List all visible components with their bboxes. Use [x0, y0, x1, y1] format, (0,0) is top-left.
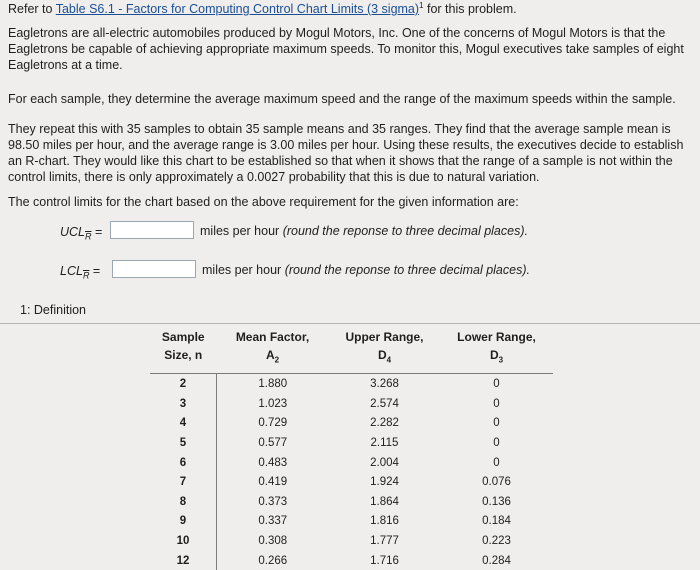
- cell-n: 6: [150, 453, 217, 473]
- cell-n: 2: [150, 374, 217, 394]
- cell-n: 12: [150, 551, 217, 570]
- cell-n: 5: [150, 433, 217, 453]
- cell-a2: 0.308: [258, 534, 288, 547]
- table-row: [150, 551, 553, 570]
- ucl-answer-input[interactable]: [110, 221, 194, 239]
- cell-a2: 0.373: [258, 495, 288, 508]
- lcl-label: $LCL_{\overline{R}}$ =: [60, 264, 101, 281]
- lcl-answer-input[interactable]: [112, 260, 196, 278]
- cell-a2: 0.419: [258, 476, 288, 489]
- table-row: [150, 512, 553, 532]
- question-text: The control limits for the chart based on the above requirement for the given information are:: [8, 195, 519, 209]
- table-header-row: [150, 325, 553, 374]
- ucl-label: $UCL_{\overline{R}}$ =: [60, 225, 103, 242]
- lcl-unit-text: miles per hour (round the reponse to three decimal places).: [202, 263, 530, 277]
- cell-a2: 0.337: [258, 515, 288, 528]
- cell-d3: 0.223: [482, 534, 511, 547]
- cell-n: 10: [150, 531, 217, 551]
- table-row: [150, 472, 553, 492]
- cell-d4: 1.816: [370, 515, 399, 528]
- cell-d3: 0.284: [482, 554, 511, 567]
- cell-d4: 2.574: [370, 397, 399, 410]
- cell-d4: 2.282: [370, 417, 399, 430]
- cell-d4: 2.004: [370, 456, 399, 469]
- cell-d3: 0.184: [482, 515, 511, 528]
- section-divider: [0, 323, 700, 324]
- control-chart-factors-table: [150, 325, 553, 570]
- table-row: [150, 531, 553, 551]
- refer-prefix: Refer to: [8, 2, 56, 17]
- footnote-marker: 1: [419, 1, 424, 10]
- cell-a2: 0.729: [258, 417, 288, 430]
- table-row: [150, 453, 553, 473]
- cell-n: 8: [150, 492, 217, 512]
- cell-n: 4: [150, 414, 217, 434]
- cell-a2: 1.023: [258, 397, 288, 410]
- table-row: [150, 414, 553, 434]
- cell-d4: 1.777: [370, 534, 399, 547]
- cell-a2: 0.577: [258, 436, 288, 449]
- cell-d3: 0: [493, 456, 500, 469]
- cell-d3: 0.076: [482, 476, 511, 489]
- cell-d3: 0.136: [482, 495, 511, 508]
- definition-label: 1: Definition: [20, 303, 87, 317]
- table-row: [150, 492, 553, 512]
- cell-a2: 0.266: [258, 554, 288, 567]
- cell-d3: 0: [441, 374, 553, 394]
- problem-paragraph-1: Eagletrons are all-electric automobiles produced by Mogul Motors, Inc. One of the concerns of Mogul Motors is that the Eagletrons be capable of achieving appropriate maximum speeds. To monitor this, Mogul executives take samples of eight Eagletrons at a time.: [8, 26, 684, 72]
- table-row: [150, 374, 553, 394]
- table-s6-1-link[interactable]: Table S6.1 - Factors for Computing Control Chart Limits (3 sigma): [55, 2, 420, 17]
- cell-d4: 1.864: [370, 495, 399, 508]
- cell-d3: 0: [493, 417, 500, 430]
- cell-a2: 1.880: [217, 374, 329, 394]
- cell-d4: 3.268: [329, 374, 441, 394]
- header-sample-size: Sample Size, n: [161, 330, 205, 362]
- cell-d3: 0: [493, 397, 500, 410]
- table-row: [150, 394, 553, 414]
- cell-d4: 1.716: [370, 554, 399, 567]
- problem-paragraph-2: For each sample, they determine the average maximum speed and the range of the maximum speeds within the sample.: [8, 92, 676, 106]
- header-lower-range: Lower Range, $D_3$: [457, 330, 536, 365]
- cell-d4: 2.115: [370, 436, 399, 449]
- cell-d4: 1.924: [370, 476, 399, 489]
- cell-n: 9: [150, 512, 217, 532]
- header-upper-range: Upper Range, $D_4$: [345, 330, 424, 365]
- refer-suffix: for this problem.: [423, 2, 517, 17]
- cell-n: 7: [150, 472, 217, 492]
- ucl-unit-text: miles per hour (round the reponse to three decimal places).: [200, 224, 528, 238]
- problem-paragraph-3: They repeat this with 35 samples to obtain 35 sample means and 35 ranges. They find that the average sample mean is 98.50 miles per hour, and the average range is 3.00 miles per hour. Using these results, the executives decide to establish an R-chart. They would like this chart to be established so that when it shows that the range of a sample is not within the control limits, there is only approximately a 0.0027 probability that this is due to natural variation.: [8, 122, 684, 184]
- header-mean-factor: Mean Factor, $A_2$: [235, 330, 310, 365]
- refer-line: [8, 1, 517, 16]
- cell-n: 3: [150, 394, 217, 414]
- cell-d3: 0: [493, 436, 500, 449]
- cell-a2: 0.483: [258, 456, 288, 469]
- table-row: [150, 433, 553, 453]
